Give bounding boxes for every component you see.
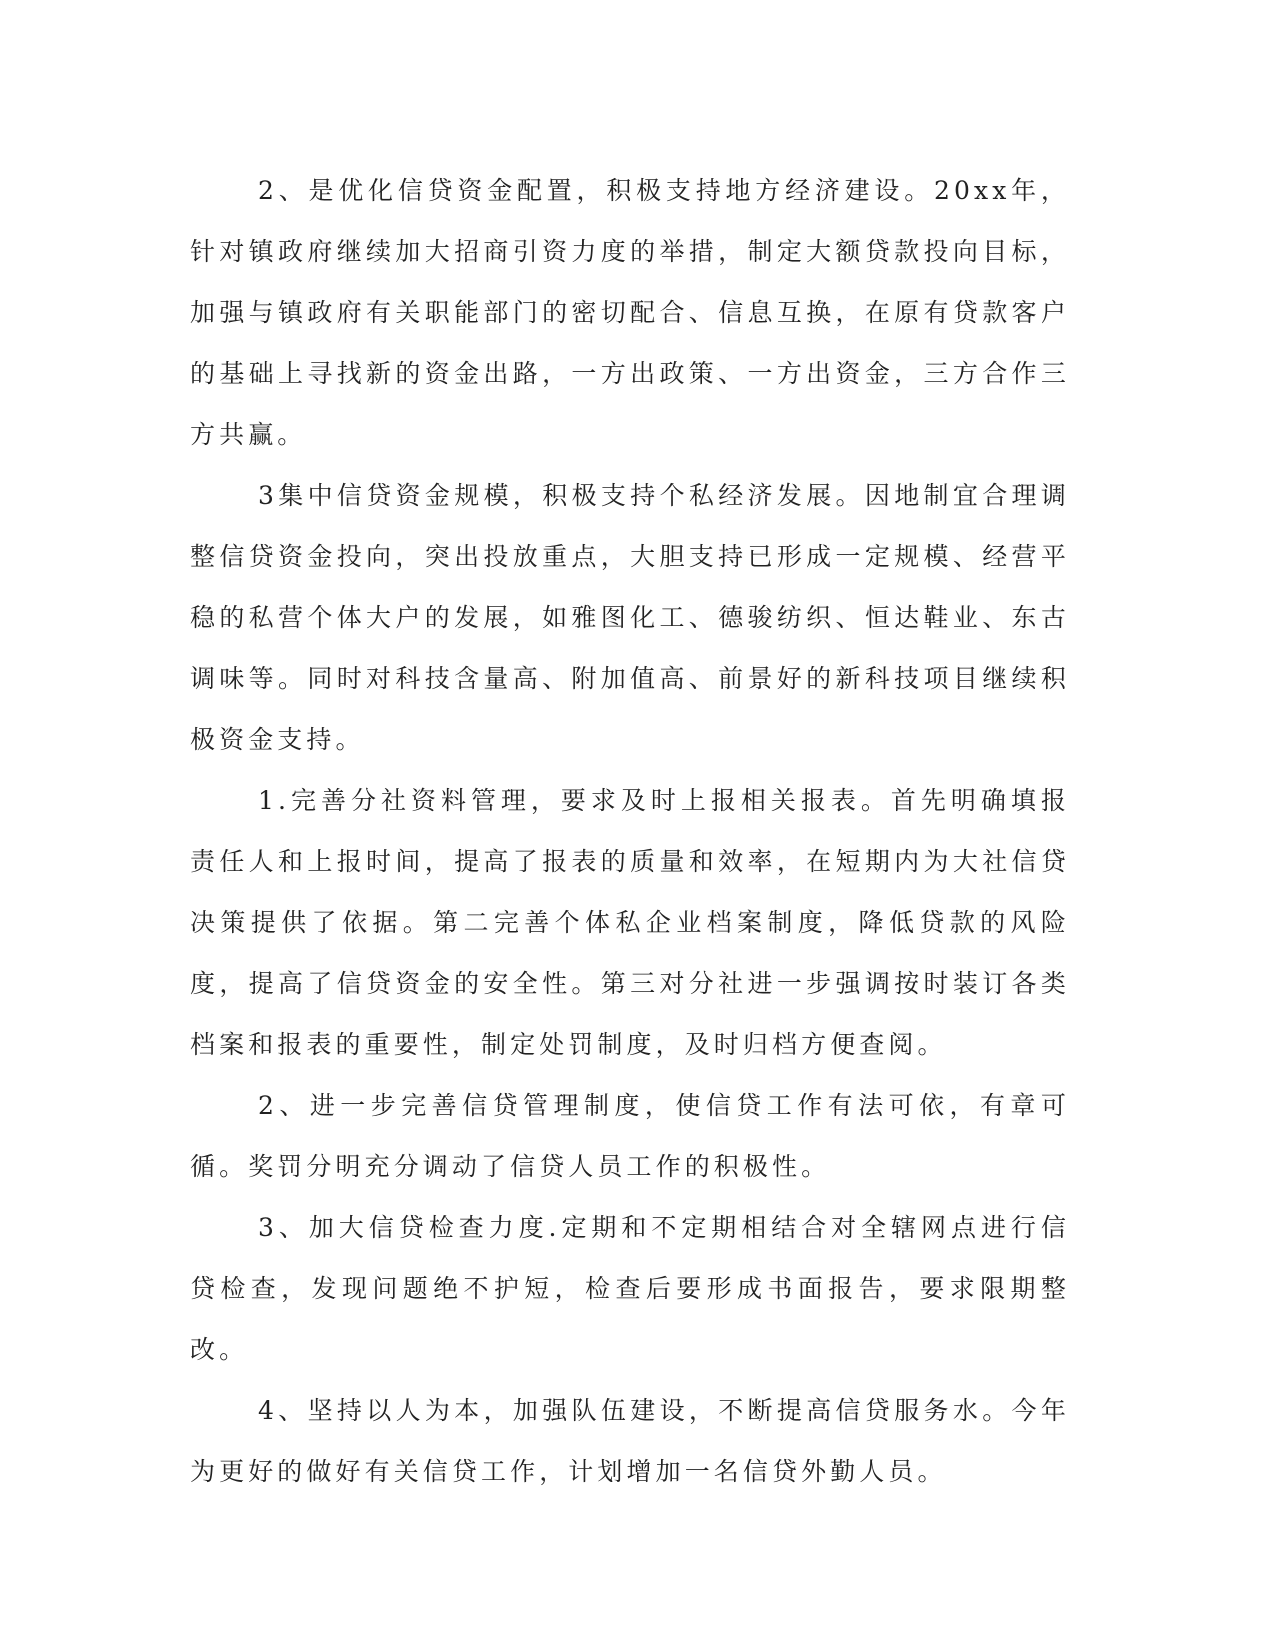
paragraph-team-building: 4、坚持以人为本，加强队伍建设，不断提高信贷服务水。今年为更好的做好有关信贷工作，计划增加一名信贷外勤人员。 [190, 1396, 1070, 1486]
paragraph-records-management: 1.完善分社资料管理，要求及时上报相关报表。首先明确填报责任人和上报时间，提高了报表的质量和效率，在短期内为大社信贷决策提供了依据。第二完善个体私企业档案制度，降低贷款的风险度，提高了信贷资金的安全性。第三对分社进一步强调按时装订各类档案和报表的重要性，制定处罚制度，及时归档方便查阅。 [190, 786, 1070, 1059]
document-body [190, 160, 1070, 1502]
paragraph-management-system: 2、进一步完善信贷管理制度，使信贷工作有法可依，有章可循。奖罚分明充分调动了信贷人员工作的积极性。 [190, 1091, 1070, 1181]
paragraph-loan-allocation: 2、是优化信贷资金配置，积极支持地方经济建设。20xx年，针对镇政府继续加大招商引资力度的举措，制定大额贷款投向目标，加强与镇政府有关职能部门的密切配合、信息互换，在原有贷款客户的基础上寻找新的资金出路，一方出政策、一方出资金，三方合作三方共赢。 [190, 176, 1070, 449]
paragraph-private-economy: 3集中信贷资金规模，积极支持个私经济发展。因地制宜合理调整信贷资金投向，突出投放重点，大胆支持已形成一定规模、经营平稳的私营个体大户的发展，如雅图化工、德骏纺织、恒达鞋业、东古调味等。同时对科技含量高、附加值高、前景好的新科技项目继续积极资金支持。 [190, 481, 1070, 754]
paragraph-credit-inspection: 3、加大信贷检查力度.定期和不定期相结合对全辖网点进行信贷检查，发现问题绝不护短，检查后要形成书面报告，要求限期整改。 [190, 1213, 1070, 1364]
